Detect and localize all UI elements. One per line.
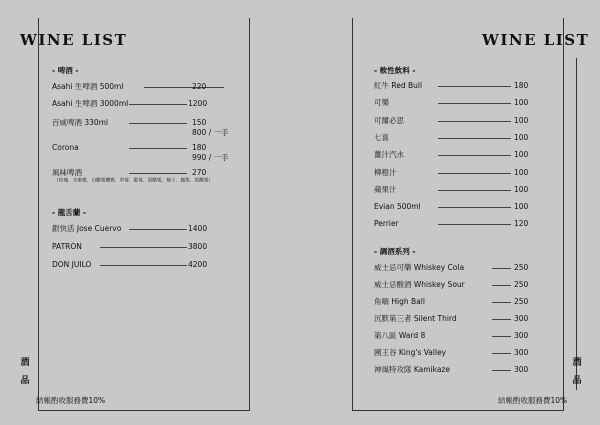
- side-label-char: 酒: [20, 358, 30, 368]
- item-price: 120: [514, 219, 529, 228]
- right-page: [300, 0, 600, 425]
- item-name: 紅牛 Red Bull: [374, 81, 423, 90]
- leader-line: [100, 247, 187, 248]
- item-price: 100: [514, 202, 529, 211]
- item-name: 蘋果汁: [374, 185, 397, 194]
- item-price: 250: [514, 297, 529, 306]
- item-name: Asahi 生啤酒 3000ml: [52, 99, 129, 108]
- frame-left-line: [38, 18, 39, 350]
- item-name: 神風特攻隊 Kamikaze: [374, 365, 451, 374]
- leader-line: [129, 123, 187, 124]
- leader-line: [100, 265, 187, 266]
- item-name: 第八區 Ward 8: [374, 331, 426, 340]
- item-price: 100: [514, 150, 529, 159]
- side-label-char: 品: [572, 376, 582, 386]
- menu-item: [374, 330, 564, 342]
- menu-item: [374, 80, 564, 92]
- page-title: WINE LIST: [482, 31, 590, 49]
- leader-line: [492, 370, 511, 371]
- section-title-cocktails: - 調酒系列 -: [374, 247, 416, 256]
- menu-item: [374, 279, 564, 291]
- item-price: 4200: [188, 260, 208, 269]
- leader-line: [438, 103, 511, 104]
- leader-line: [438, 121, 511, 122]
- item-name: DON JUILO: [52, 260, 92, 269]
- item-price: 250: [514, 280, 529, 289]
- leader-line: [438, 138, 511, 139]
- item-price: 1200: [188, 99, 208, 108]
- item-name: 銀快活 Jose Cuervo: [52, 224, 122, 233]
- item-price: 300: [514, 365, 529, 374]
- menu-item: [374, 262, 564, 274]
- menu-item: [374, 149, 564, 161]
- item-price: 100: [514, 133, 529, 142]
- leader-line: [492, 285, 511, 286]
- service-charge-note: 結帳酌收服務費10%: [498, 396, 568, 405]
- leader-line: [492, 302, 511, 303]
- item-name: 百威啤酒 330ml: [52, 118, 109, 127]
- item-name: 角嗨 High Ball: [374, 297, 425, 306]
- leader-line: [492, 319, 511, 320]
- leader-line: [438, 86, 511, 87]
- leader-line: [492, 353, 511, 354]
- item-name: Corona: [52, 143, 79, 152]
- menu-item: [374, 364, 564, 376]
- menu-item: [374, 296, 564, 308]
- item-price: 100: [514, 185, 529, 194]
- menu-item: [374, 218, 564, 230]
- menu-item: [374, 115, 564, 127]
- menu-item: [374, 347, 564, 359]
- item-name: PATRON: [52, 242, 82, 251]
- item-price: 150: [192, 118, 207, 127]
- item-price: 180: [192, 143, 207, 152]
- leader-line: [438, 207, 511, 208]
- menu-item: [374, 167, 564, 179]
- menu-item: [374, 97, 564, 109]
- leader-line: [492, 268, 511, 269]
- item-price: 180: [514, 81, 529, 90]
- menu-item: [374, 184, 564, 196]
- item-price: 270: [192, 168, 207, 177]
- leader-line: [438, 190, 511, 191]
- item-name: 風味啤酒: [52, 168, 82, 177]
- leader-line: [129, 173, 187, 174]
- item-extra-price: 800 / 一手: [192, 128, 229, 137]
- leader-line: [129, 229, 187, 230]
- menu-item: [374, 201, 564, 213]
- leader-line: [492, 336, 511, 337]
- item-name: 薑汁汽水: [374, 150, 404, 159]
- item-price: 100: [514, 116, 529, 125]
- item-price: 100: [514, 98, 529, 107]
- menu-item: [374, 132, 564, 144]
- leader-line: [438, 224, 511, 225]
- item-price: 1400: [188, 224, 208, 233]
- side-label-char: 酒: [572, 358, 582, 368]
- item-name: 威士忌酸酒 Whiskey Sour: [374, 280, 465, 289]
- item-name: 威士忌可樂 Whiskey Cola: [374, 263, 465, 272]
- item-price: 300: [514, 348, 529, 357]
- item-extra-price: 990 / 一手: [192, 153, 229, 162]
- frame-right-line: [576, 58, 577, 390]
- section-title-tequila: - 龍舌蘭 -: [52, 208, 86, 217]
- leader-line: [438, 155, 511, 156]
- menu-item: [52, 98, 242, 110]
- menu-item: [374, 313, 564, 325]
- item-name: Evian 500ml: [374, 202, 421, 211]
- section-title-soft-drinks: - 軟性飲料 -: [374, 66, 416, 75]
- item-price: 300: [514, 331, 529, 340]
- page-title: WINE LIST: [20, 31, 128, 49]
- section-title-beer: - 啤酒 -: [52, 66, 79, 75]
- item-note: （玫瑰．水蜜桃．白醋栗櫻桃．草莓．藍莓．黑醋栗．柚子．鳳梨．黑醋栗）: [54, 177, 214, 183]
- menu-item: [52, 223, 242, 235]
- item-name: 國王谷 King's Valley: [374, 348, 447, 357]
- item-price: 250: [514, 263, 529, 272]
- leader-line: [438, 173, 511, 174]
- item-price: 220: [192, 82, 207, 91]
- item-name: Asahi 生啤酒 500ml: [52, 82, 124, 91]
- item-price: 300: [514, 314, 529, 323]
- menu-item: [52, 81, 242, 93]
- leader-line: [144, 87, 224, 88]
- menu-item: [52, 259, 242, 271]
- item-name: 可樂: [374, 98, 389, 107]
- leader-line: [129, 104, 187, 105]
- item-price: 3800: [188, 242, 208, 251]
- item-name: Perrier: [374, 219, 399, 228]
- menu-item: [52, 241, 242, 253]
- item-name: 柳橙汁: [374, 168, 397, 177]
- leader-line: [129, 148, 187, 149]
- item-name: 可爾必思: [374, 116, 404, 125]
- item-name: 沉默第三者 Silent Third: [374, 314, 457, 323]
- side-label-char: 品: [20, 376, 30, 386]
- item-name: 七喜: [374, 133, 389, 142]
- service-charge-note: 結帳酌收服務費10%: [36, 396, 106, 405]
- item-price: 100: [514, 168, 529, 177]
